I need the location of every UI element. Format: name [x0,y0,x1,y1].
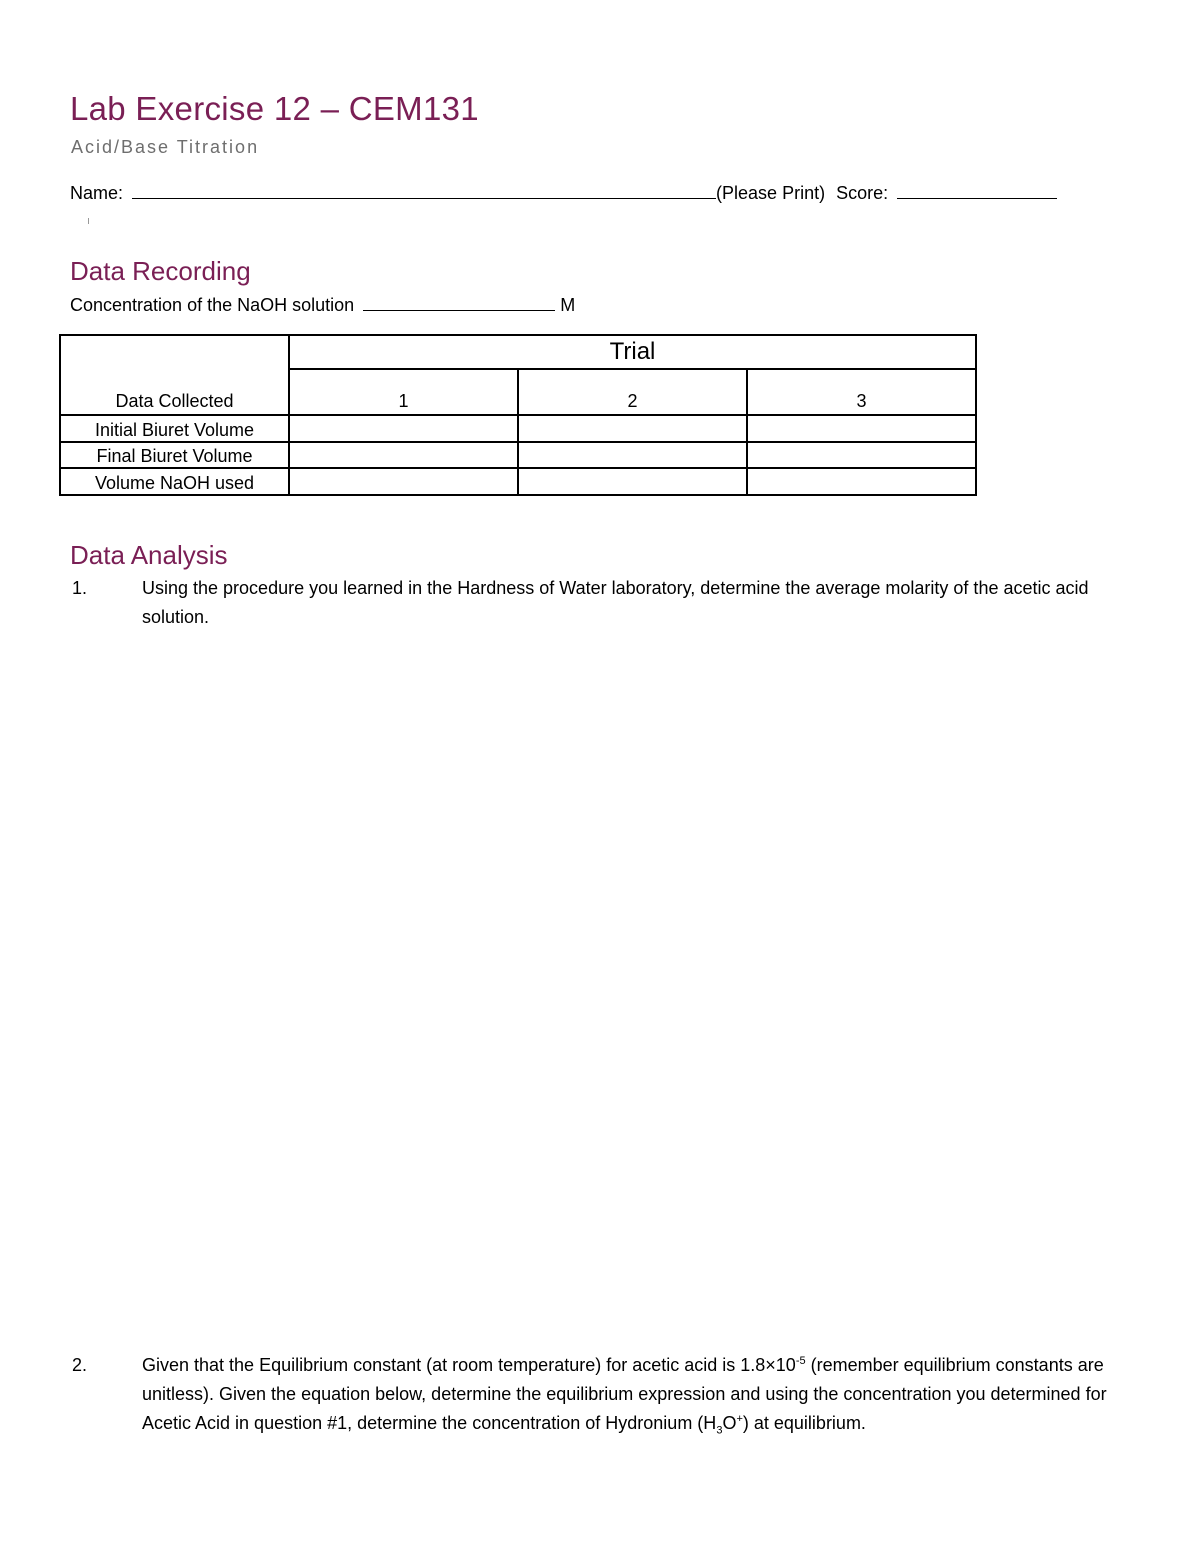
table-row [60,415,976,442]
print-note: (Please Print) [716,183,826,203]
stray-mark [88,218,89,224]
data-table [59,334,977,496]
score-field[interactable] [897,182,1057,199]
page-title: Lab Exercise 12 – CEM131 [70,90,479,127]
data-analysis-heading: Data Analysis [70,540,228,570]
concentration-line [70,294,575,316]
cell-initial-2[interactable] [518,415,747,442]
row-label-initial: Initial Biuret Volume [60,415,289,442]
cell-initial-3[interactable] [747,415,976,442]
trial-number-3: 3 [747,369,976,415]
concentration-label: Concentration of the NaOH solution [70,295,355,315]
data-collected-header: Data Collected [60,335,289,415]
cell-final-1[interactable] [289,442,518,468]
question-2-text: Given that the Equilibrium constant (at room temperature) for acetic acid is $1.8\times 10^{-5}$ (remember equilibrium constants are unitless). Given the equation below, determine the equilibrium expression and using the concentration you determined for Acetic Acid in question #1, determine the concentration of Hydronium $(H_3O^+)$ at equilibrium. [142,1355,1107,1437]
cell-volume-1[interactable] [289,468,518,495]
name-field[interactable] [132,182,716,199]
table-row [60,468,976,495]
trial-number-1: 1 [289,369,518,415]
name-label: Name: [70,183,124,203]
cell-volume-3[interactable] [747,468,976,495]
name-score-line [70,182,1057,204]
question-2-number: 2. [72,1355,88,1375]
question-1-text: Using the procedure you learned in the Hardness of Water laboratory, determine the average molarity of the acetic acid solution. [142,578,1089,627]
score-label: Score: [836,183,889,203]
data-recording-heading: Data Recording [70,256,251,286]
question-1-number: 1. [72,578,88,598]
cell-volume-2[interactable] [518,468,747,495]
cell-initial-1[interactable] [289,415,518,442]
cell-final-3[interactable] [747,442,976,468]
page-subtitle: Acid/Base Titration [71,137,260,157]
trial-number-2: 2 [518,369,747,415]
cell-final-2[interactable] [518,442,747,468]
row-label-final: Final Biuret Volume [60,442,289,468]
concentration-field[interactable] [363,294,555,311]
trial-header: Trial [289,335,976,369]
row-label-volume: Volume NaOH used [60,468,289,495]
concentration-unit: M [560,295,576,315]
table-row [60,442,976,468]
